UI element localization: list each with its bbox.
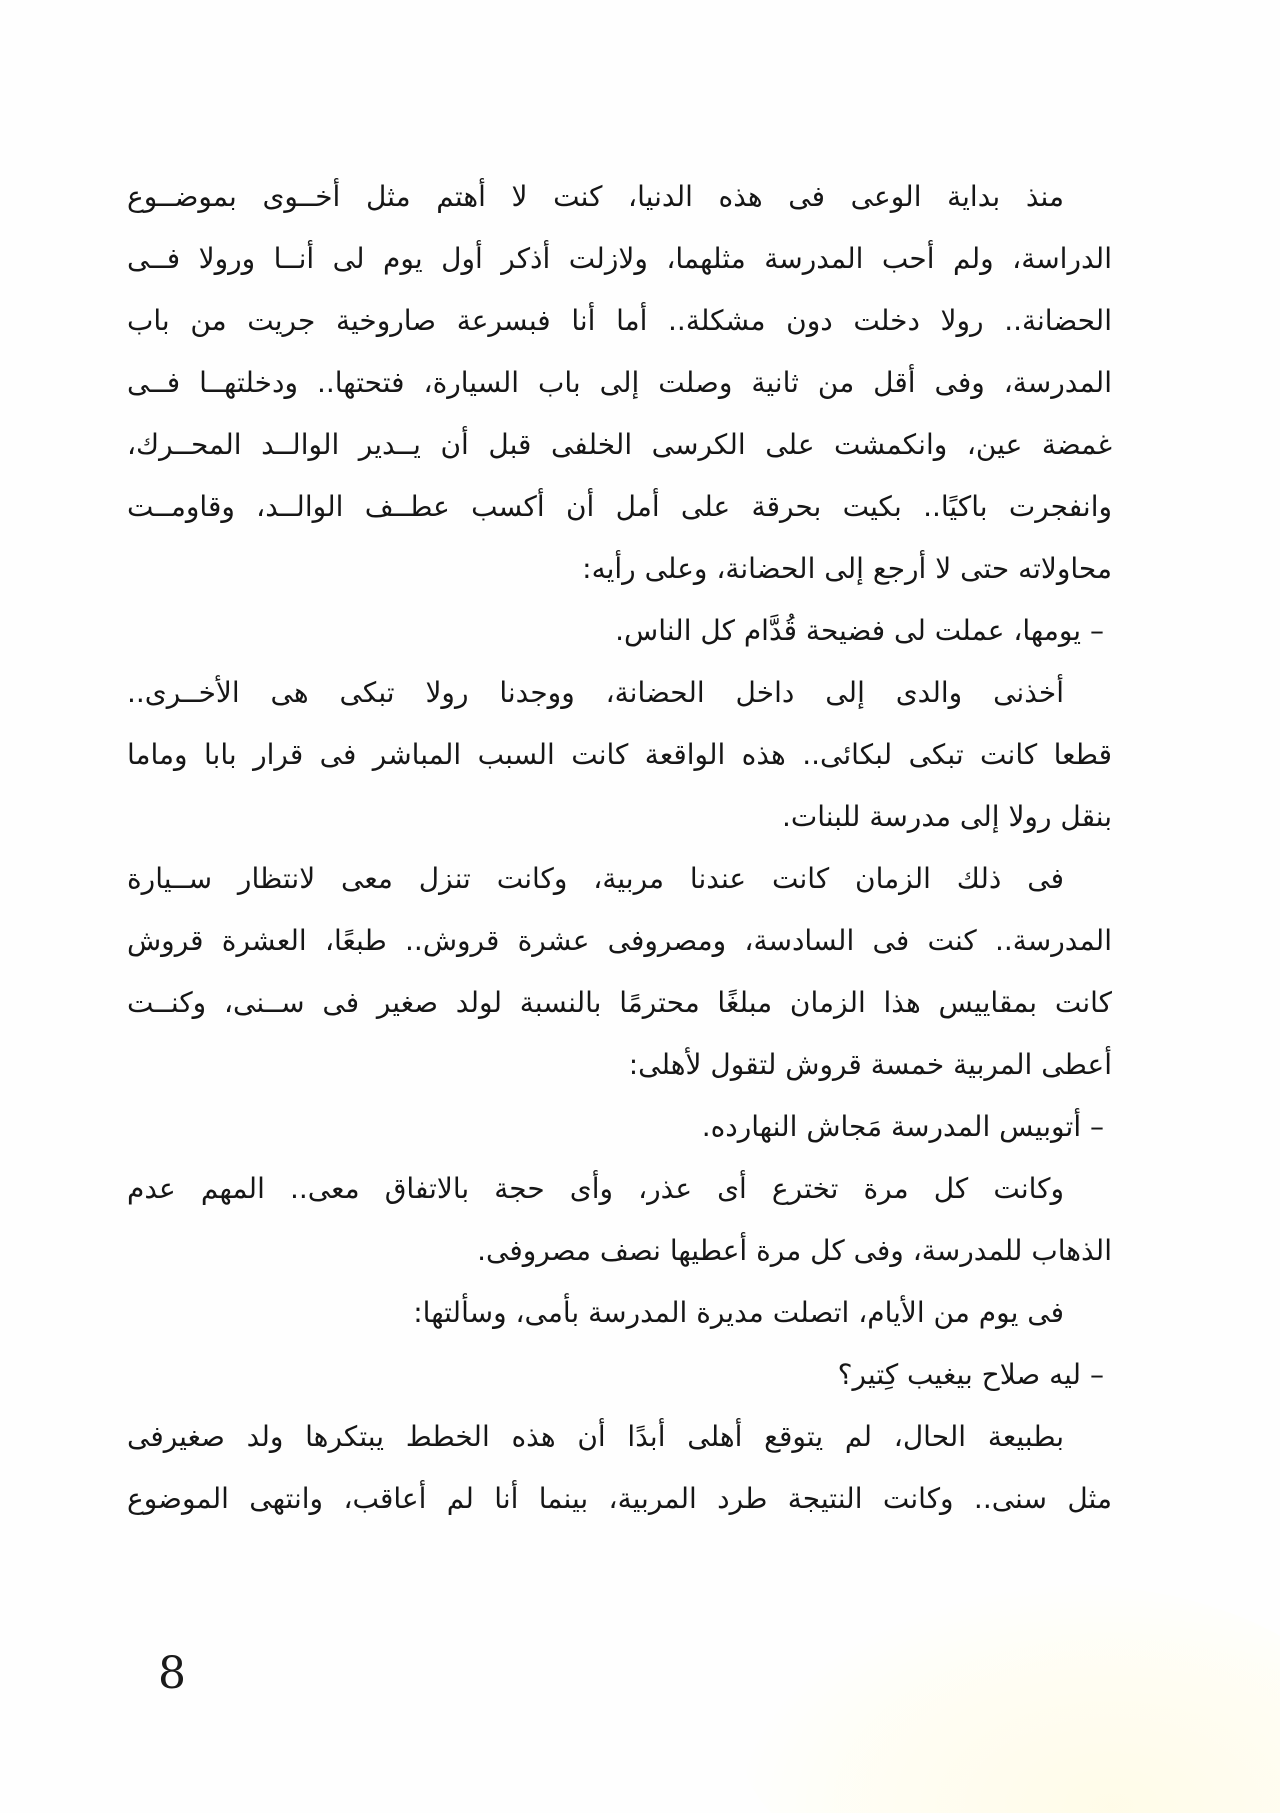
dialogue-line: – أتوبيس المدرسة مَجاش النهارده.	[701, 1110, 1104, 1143]
text-line: غمضة عين، وانكمشت على الكرسى الخلفى قبل أن يــدير الوالــد المحــرك،	[127, 428, 1112, 461]
text-line: محاولاته حتى لا أرجع إلى الحضانة، وعلى رأيه:	[582, 552, 1112, 585]
text-line: بطبيعة الحال، لم يتوقع أهلى أبدًا أن هذه الخطط يبتكرها ولد صغيرفى	[127, 1420, 1064, 1453]
text-line: وكانت كل مرة تخترع أى عذر، وأى حجة بالاتفاق معى.. المهم عدم	[127, 1172, 1064, 1205]
dialogue-line: – ليه صلاح بيغيب كِتير؟	[837, 1358, 1104, 1391]
scan-artifact	[740, 1583, 1280, 1813]
text-line: فى يوم من الأيام، اتصلت مديرة المدرسة بأمى، وسألتها:	[413, 1296, 1064, 1329]
text-line: المدرسة.. كنت فى السادسة، ومصروفى عشرة قروش.. طبعًا، العشرة قروش	[127, 924, 1112, 957]
text-line: بنقل رولا إلى مدرسة للبنات.	[781, 800, 1112, 833]
text-line: الذهاب للمدرسة، وفى كل مرة أعطيها نصف مصروفى.	[477, 1234, 1112, 1267]
text-line: الدراسة، ولم أحب المدرسة مثلهما، ولازلت أذكر أول يوم لى أنــا ورولا فــى	[127, 242, 1112, 275]
body-text	[127, 166, 1112, 1530]
text-line: مثل سنى.. وكانت النتيجة طرد المربية، بينما أنا لم أعاقب، وانتهى الموضوع	[127, 1482, 1112, 1515]
text-line: أخذنى والدى إلى داخل الحضانة، ووجدنا رولا تبكى هى الأخــرى..	[127, 676, 1064, 709]
text-line: كانت بمقاييس هذا الزمان مبلغًا محترمًا بالنسبة لولد صغير فى ســنى، وكنــت	[127, 986, 1112, 1019]
dialogue-line: – يومها، عملت لى فضيحة قُدَّام كل الناس.	[615, 614, 1104, 647]
text-line: الحضانة.. رولا دخلت دون مشكلة.. أما أنا فبسرعة صاروخية جريت من باب	[127, 304, 1112, 337]
text-line: المدرسة، وفى أقل من ثانية وصلت إلى باب السيارة، فتحتها.. ودخلتهــا فــى	[127, 366, 1112, 399]
text-line: فى ذلك الزمان كانت عندنا مربية، وكانت تنزل معى لانتظار ســيارة	[127, 862, 1064, 895]
text-line: وانفجرت باكيًا.. بكيت بحرقة على أمل أن أكسب عطــف الوالــد، وقاومــت	[127, 490, 1112, 523]
text-line: منذ بداية الوعى فى هذه الدنيا، كنت لا أهتم مثل أخــوى بموضــوع	[127, 180, 1064, 213]
text-line: أعطى المربية خمسة قروش لتقول لأهلى:	[628, 1048, 1112, 1081]
text-line: قطعا كانت تبكى لبكائى.. هذه الواقعة كانت السبب المباشر فى قرار بابا وماما	[127, 738, 1112, 771]
page-number: 8	[158, 1648, 186, 1699]
